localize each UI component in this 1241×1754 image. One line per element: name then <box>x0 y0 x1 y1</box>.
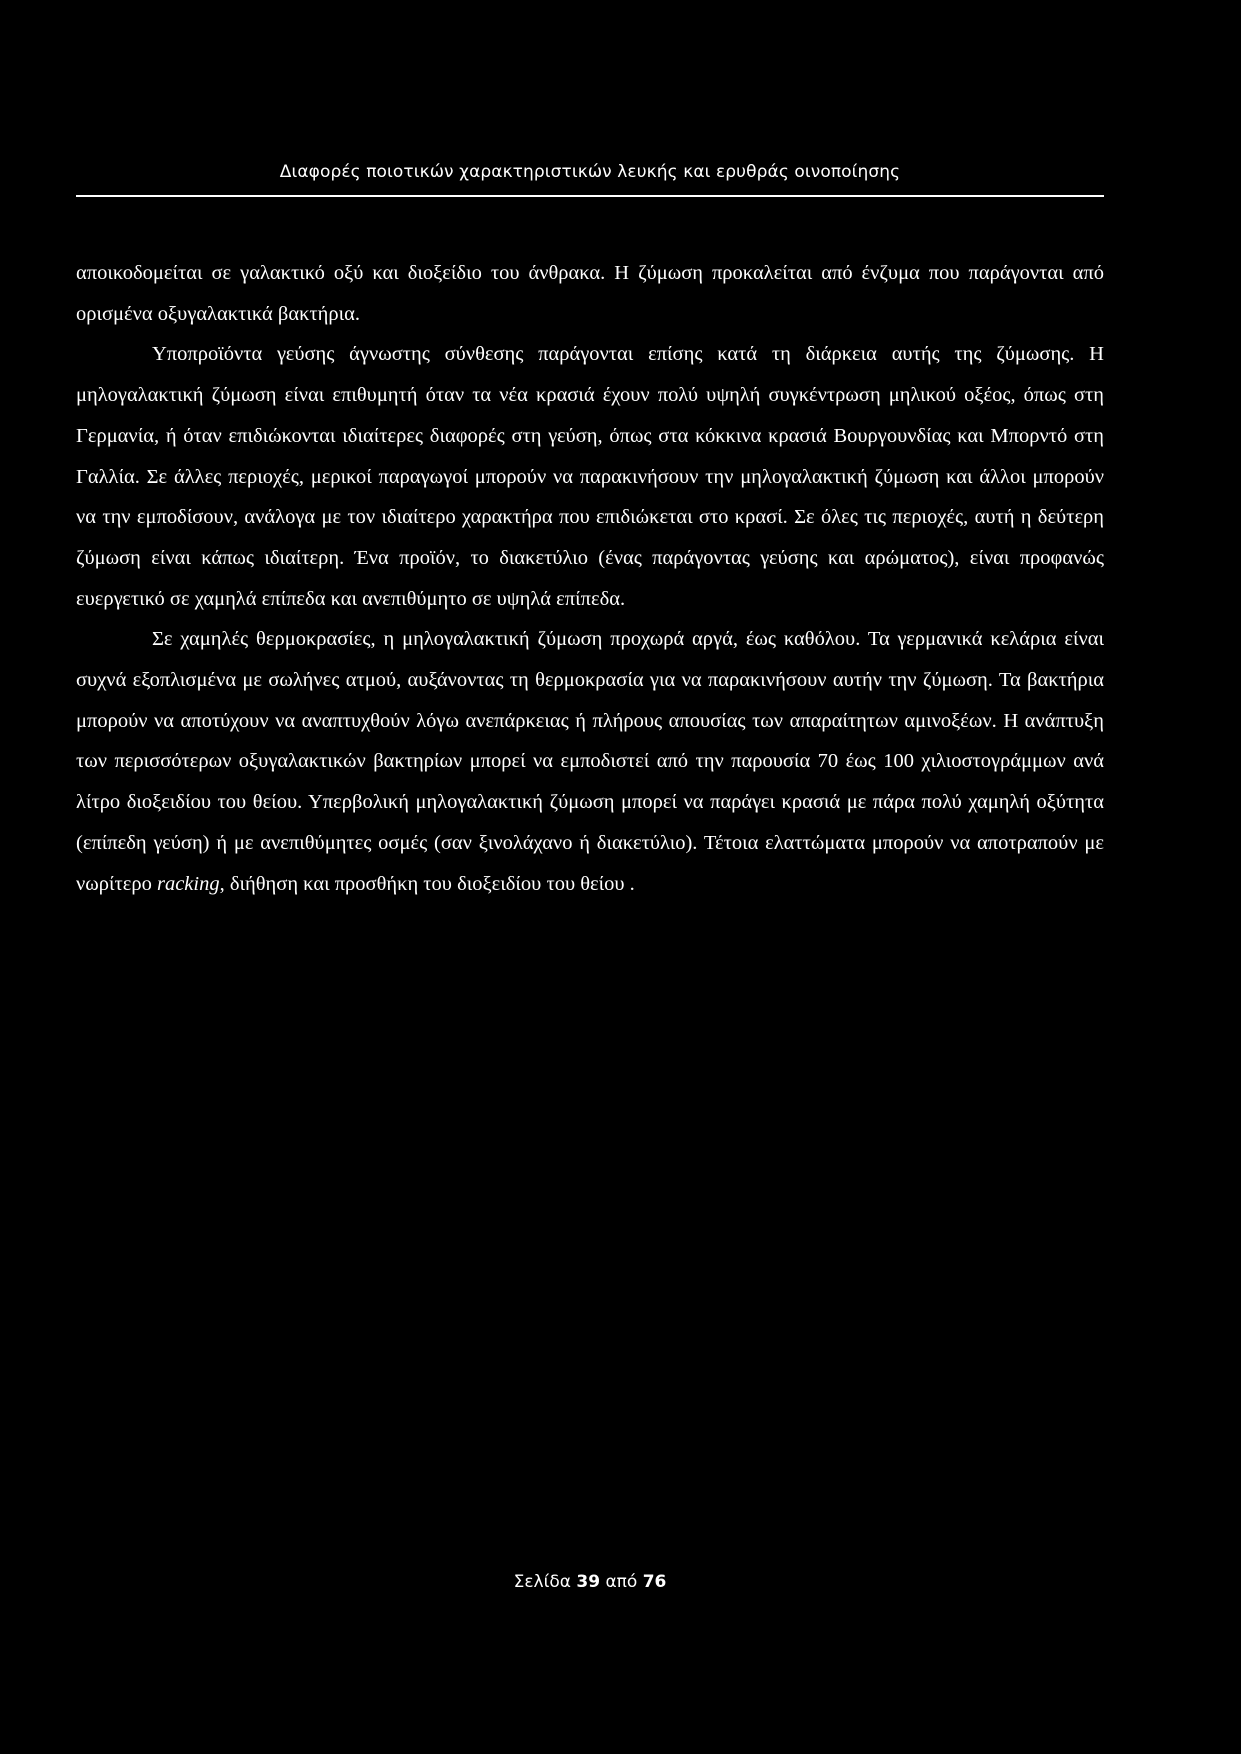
of-label: από <box>605 1572 638 1592</box>
page-header-title: Διαφορές ποιοτικών χαρακτηριστικών λευκής και ερυθράς οινοποίησης <box>279 162 901 182</box>
italic-term-racking: racking <box>156 872 220 895</box>
page-label: Σελίδα <box>513 1572 571 1592</box>
paragraph-byproducts: Υποπροϊόντα γεύσης άγνωστης σύνθεσης παράγονται επίσης κατά τη διάρκεια αυτής της ζύμωσης. Η μηλογαλακτική ζύμωση είναι επιθυμητή όταν τα νέα κρασιά έχουν πολύ υψηλή συγκέντρωση μηλικού οξέος, όπως στη Γερμανία, ή όταν επιδιώκονται ιδιαίτερες διαφορές στη γεύση, όπως στα κόκκινα κρασιά Βουργουνδίας και Μπορντό στη Γαλλία. Σε άλλες περιοχές, μερικοί παραγωγοί μπορούν να παρακινήσουν την μηλογαλακτική ζύμωση και άλλοι μπορούν να την εμποδίσουν, ανάλογα με τον ιδιαίτερο χαρακτήρα που επιδιώκεται στο κρασί. Σε όλες τις περιοχές, αυτή η δεύτερη ζύμωση είναι κάπως ιδιαίτερη. Ένα προϊόν, το διακετύλιο (ένας παράγοντας γεύσης και αρώματος), είναι προφανώς ευεργετικό σε χαμηλά επίπεδα και ανεπιθύμητο σε υψηλά επίπεδα. <box>76 343 1104 610</box>
paragraph-text-part-1: Σε χαμηλές θερμοκρασίες, η μηλογαλακτική ζύμωση προχωρά αργά, έως καθόλου. Τα γερμανικά κελάρια είναι συχνά εξοπλισμένα με σωλήνες ατμού, αυξάνοντας τη θερμοκρασία για να παρακινήσουν αυτήν την ζύμωση. Τα βακτήρια μπορούν να αποτύχουν να αναπτυχθούν λόγω ανεπάρκειας ή πλήρους απουσίας των απαραίτητων αμινοξέων. Η ανάπτυξη των περισσότερων οξυγαλακτικών βακτηρίων μπορεί να εμποδιστεί από την παρουσία 70 έως 100 χιλιοστογράμμων ανά λίτρο διοξειδίου του θείου. Υπερβολική μηλογαλακτική ζύμωση μπορεί να παράγει κρασιά με πάρα πολύ χαμηλή οξύτητα (επίπεδη γεύση) ή με ανεπιθύμητες οσμές (σαν ξινολάχανο ή διακετύλιο). Τέτοια ελαττώματα μπορούν να αποτραπούν με νωρίτερο <box>76 628 1104 895</box>
document-body <box>76 253 1104 904</box>
page-footer <box>76 1572 1104 1592</box>
paragraph-continuation: αποικοδομείται σε γαλακτικό οξύ και διοξείδιο του άνθρακα. Η ζύμωση προκαλείται από ένζυμα που παράγονται από ορισμένα οξυγαλακτικά βακτήρια. <box>76 262 1104 325</box>
paragraph-text-part-2: , διήθηση και προσθήκη του διοξειδίου του θείου . <box>219 872 635 895</box>
page-number: 39 <box>576 1572 601 1592</box>
header-divider <box>76 195 1104 197</box>
total-pages: 76 <box>642 1572 667 1592</box>
paragraph-low-temperatures <box>76 619 1104 904</box>
